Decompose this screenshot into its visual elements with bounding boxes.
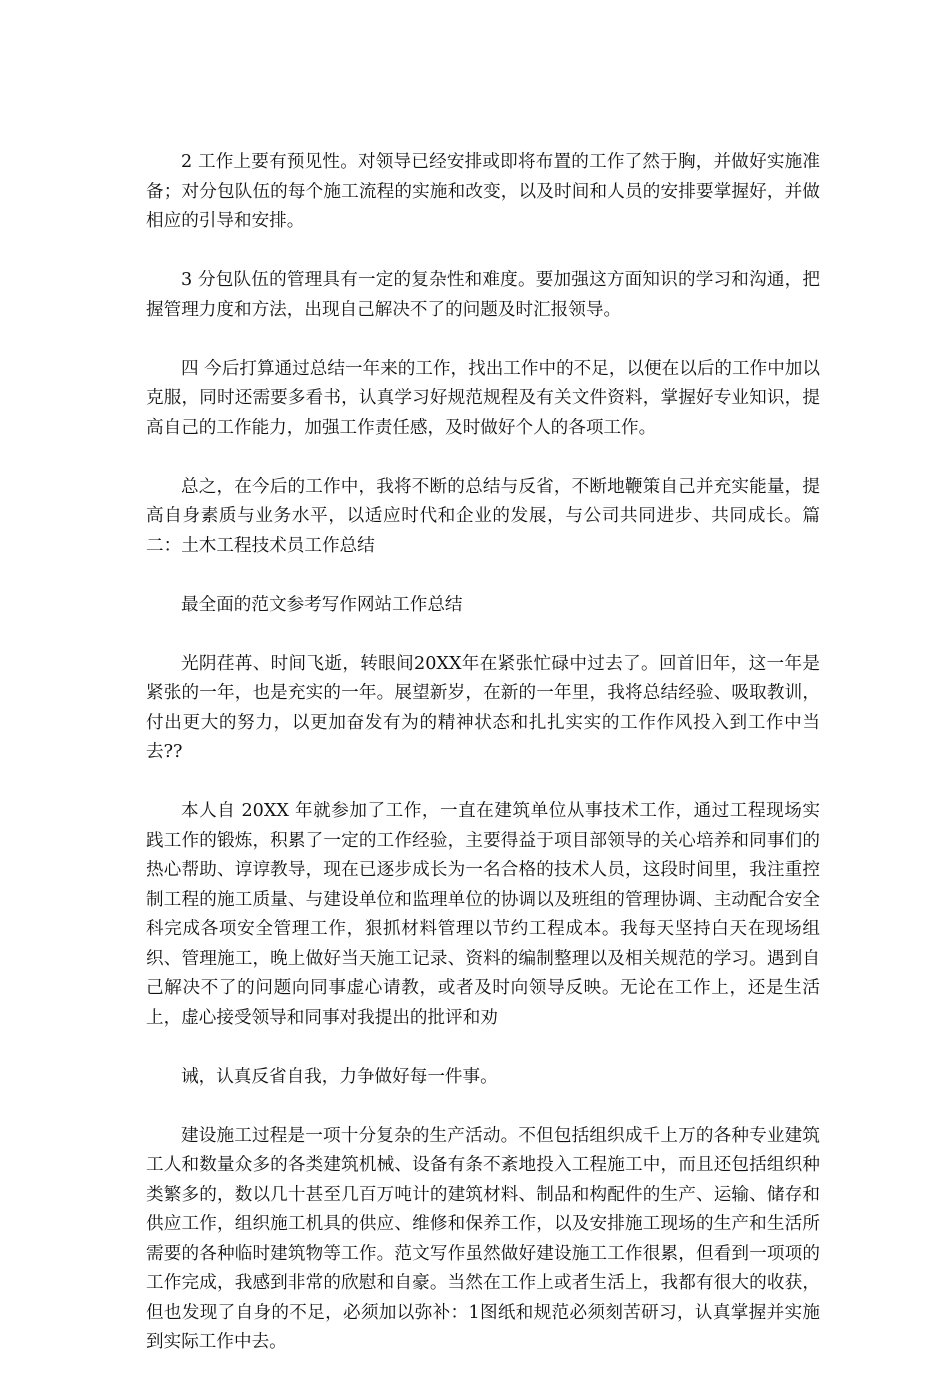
paragraph-site-title: 最全面的范文参考写作网站工作总结 <box>181 594 463 615</box>
paragraph-future-plans: 四 今后打算通过总结一年来的工作，找出工作中的不足，以便在以后的工作中加以克服，同时还需要多看书，认真学习好规范规程及有关文件资料，掌握好专业知识，提高自己的工作能力，加强工作责任感，及时做好个人的各项工作。 <box>146 358 820 438</box>
paragraph-year-review: 光阴荏苒、时间飞逝，转眼间20XX年在紧张忙碌中过去了。回首旧年，这一年是紧张的一年，也是充实的一年。展望新岁，在新的一年里，我将总结经验、吸取教训，付出更大的努力，以更加奋发有为的精神状态和扎扎实实的工作作风投入到工作中当去?? <box>146 653 820 762</box>
paragraph-subcontractor-management: 3 分包队伍的管理具有一定的复杂性和难度。要加强这方面知识的学习和沟通，把握管理力度和方法，出现自己解决不了的问题及时汇报领导。 <box>146 270 820 320</box>
paragraph-conclusion: 总之，在今后的工作中，我将不断的总结与反省，不断地鞭策自己并充实能量，提高自身素质与业务水平，以适应时代和企业的发展，与公司共同进步、共同成长。篇二：土木工程技术员工作总结 <box>146 476 820 556</box>
paragraph-foresight: 2 工作上要有预见性。对领导已经安排或即将布置的工作了然于胸，并做好实施准备；对分包队伍的每个施工流程的实施和改变，以及时间和人员的安排要掌握好，并做相应的引导和安排。 <box>146 152 820 231</box>
document-page <box>146 148 820 1387</box>
paragraph-personal-experience: 本人自 20XX 年就参加了工作，一直在建筑单位从事技术工作，通过工程现场实践工作的锻炼，积累了一定的工作经验，主要得益于项目部领导的关心培养和同事们的热心帮助、谆谆教导，现在已逐步成长为一名合格的技术人员，这段时间里，我注重控制工程的施工质量、与建设单位和监理单位的协调以及班组的管理协调、主动配合安全科完成各项安全管理工作，狠抓材料管理以节约工程成本。我每天坚持白天在现场组织、管理施工，晚上做好当天施工记录、资料的编制整理以及相关规范的学习。遇到自己解决不了的问题向同事虚心请教，或者及时向领导反映。无论在工作上，还是生活上，虚心接受领导和同事对我提出的批评和劝 <box>146 801 820 1028</box>
paragraph-self-reflection: 诫，认真反省自我，力争做好每一件事。 <box>181 1066 498 1087</box>
paragraph-construction-process: 建设施工过程是一项十分复杂的生产活动。不但包括组织成千上万的各种专业建筑工人和数量众多的各类建筑机械、设备有条不紊地投入工程施工中，而且还包括组织种类繁多的，数以几十甚至几百万吨计的建筑材料、制品和构配件的生产、运输、储存和供应工作，组织施工机具的供应、维修和保养工作，以及安排施工现场的生产和生活所需要的各种临时建筑物等工作。范文写作虽然做好建设施工工作很累，但看到一项项的工作完成，我感到非常的欣慰和自豪。当然在工作上或者生活上，我都有很大的收获，但也发现了自身的不足，必须加以弥补：1图纸和规范必须刻苦研习，认真掌握并实施到实际工作中去。 <box>146 1125 820 1352</box>
